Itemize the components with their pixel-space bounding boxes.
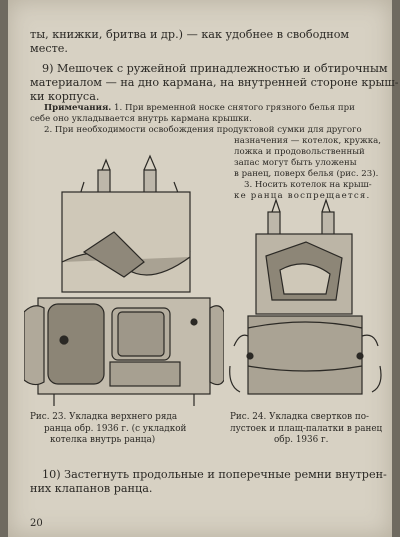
note-line (44, 103, 386, 114)
figure-24-backpack-drawing (226, 196, 386, 410)
figure-24-caption (230, 412, 390, 447)
note-line: в ранец, поверх белья (рис. 23). (234, 169, 379, 179)
page-number: 20 (30, 518, 43, 529)
text-line: них клапанов ранца. (30, 482, 153, 495)
note-line: 3. Носить котелок на крыш- (244, 180, 372, 190)
note-label: Примечания. (44, 103, 112, 113)
caption-line: Рис. 24. Укладка свертков по- (230, 412, 369, 422)
caption-line: обр. 1936 г. (274, 435, 329, 445)
note-line: 2. При необходимости освобождения продуктовой сумки для другого (44, 125, 362, 135)
caption-line: ранца обр. 1936 г. (с укладкой (44, 423, 187, 434)
text-line: 10) Застегнуть продольные и поперечные ремни внутрен- (42, 468, 387, 481)
note-line: ложка и продовольственный (234, 147, 365, 157)
note-line: ке ранца воспрещается. (234, 191, 371, 201)
figure-23-caption (30, 412, 230, 447)
text-line: 9) Мешочек с ружейной принадлежностью и обтирочным (42, 62, 388, 75)
caption-line: лустоек и плащ-палатки в ранец (230, 423, 383, 434)
figure-23-backpack-drawing (24, 152, 224, 410)
book-page (8, 0, 399, 537)
note-line: запас могут быть уложены (234, 158, 357, 168)
caption-line: Рис. 23. Укладка верхнего ряда (30, 412, 178, 422)
note-text: 1. При временной носке снятого грязного белья при (114, 103, 355, 113)
text-line: материалом — на дно кармана, на внутренней стороне крыш- (30, 76, 399, 89)
caption-line: котелка внутрь ранца) (50, 435, 156, 445)
text-line: ки корпуса. (30, 90, 100, 103)
text-line: месте. (30, 42, 68, 55)
note-line: себе оно укладывается внутрь кармана крышки. (30, 114, 252, 124)
note-line: назначения — котелок, кружка, (234, 136, 382, 146)
text-line: ты, книжки, бритва и др.) — как удобнее в свободном (30, 28, 350, 41)
